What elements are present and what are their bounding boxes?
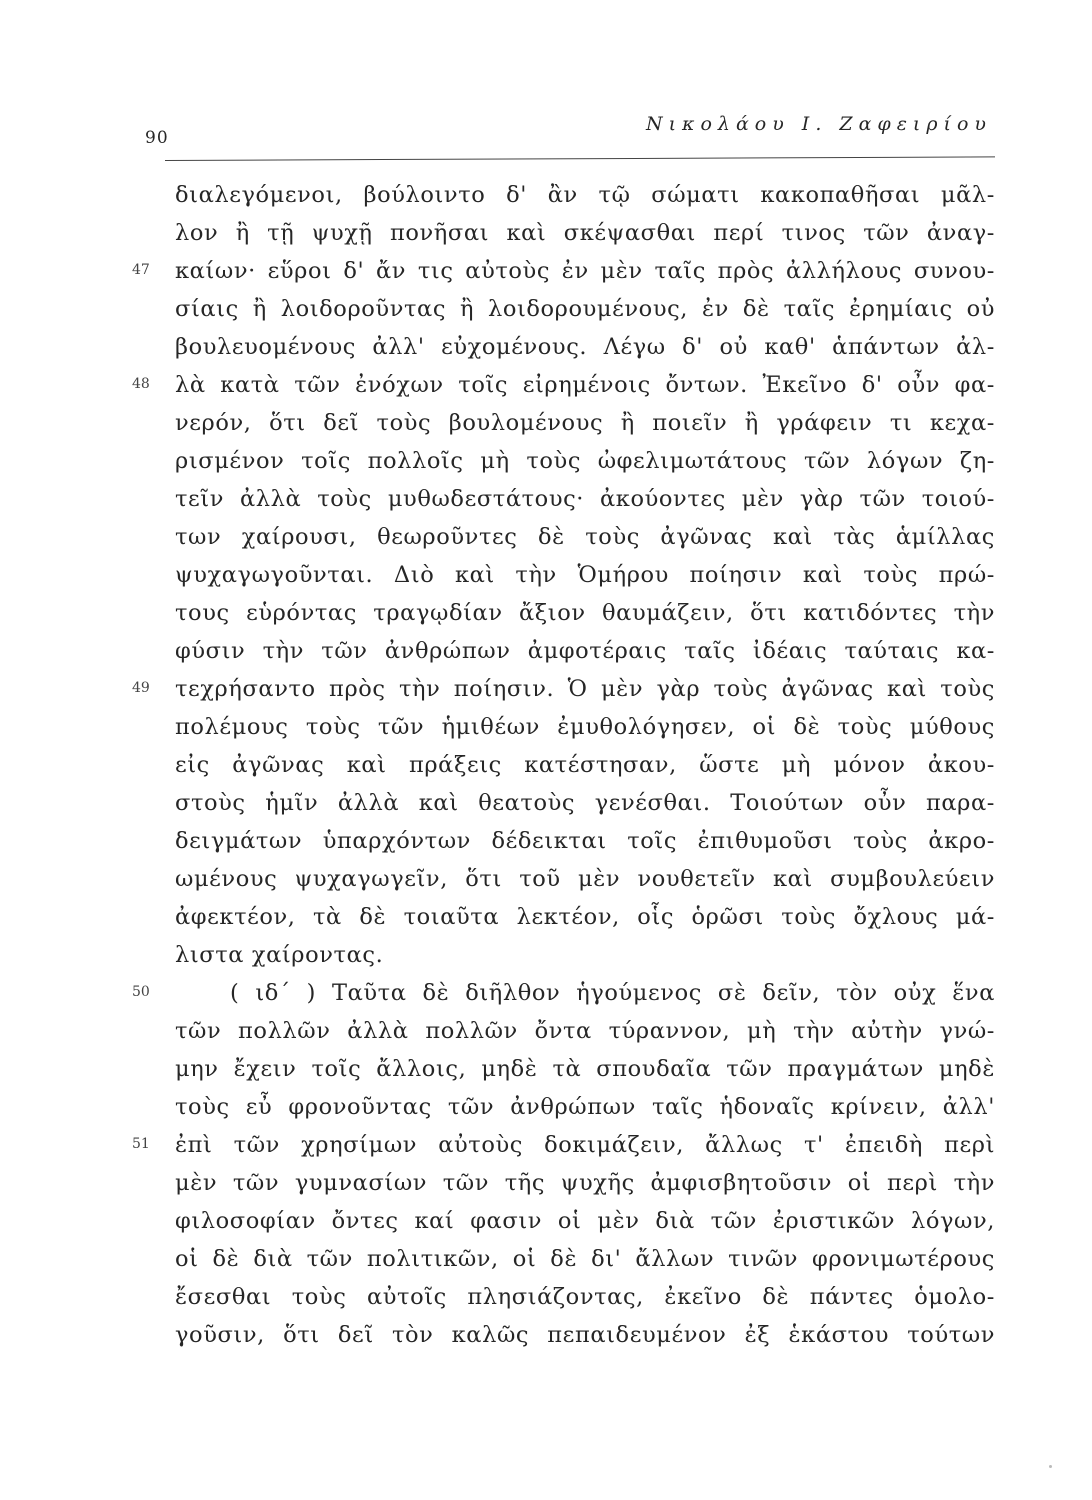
line-text: εἰς ἀγῶνας καὶ πράξεις κατέστησαν, ὥστε μὴ μόνον ἀκου-	[175, 752, 995, 778]
line-text: φύσιν τὴν τῶν ἀνθρώπων ἀμφοτέραις ταῖς ἰδέαις ταύταις κα-	[175, 638, 995, 664]
line-text: νερόν, ὅτι δεῖ τοὺς βουλομένους ἢ ποιεῖν ἢ γράφειν τι κεχα-	[175, 410, 995, 436]
text-line	[0, 404, 1092, 442]
text-line	[0, 518, 1092, 556]
line-text: διαλεγόμενοι, βούλοιντο δ' ἂν τῷ σώματι κακοπαθῆσαι μᾶλ-	[175, 182, 995, 208]
line-text: ρισμένον τοῖς πολλοῖς μὴ τοὺς ὠφελιμωτάτους τῶν λόγων ζη-	[175, 448, 995, 474]
text-line	[0, 1240, 1092, 1278]
text-line	[0, 1050, 1092, 1088]
text-line	[0, 822, 1092, 860]
text-line	[0, 1278, 1092, 1316]
line-text: λον ἢ τῇ ψυχῇ πονῆσαι καὶ σκέψασθαι περί τινος τῶν ἀναγ-	[175, 220, 995, 246]
line-text: ἐπὶ τῶν χρησίμων αὐτοὺς δοκιμάζειν, ἄλλως τ' ἐπειδὴ περὶ	[175, 1132, 995, 1158]
line-text: τῶν πολλῶν ἀλλὰ πολλῶν ὄντα τύραννον, μὴ τὴν αὐτὴν γνώ-	[175, 1018, 995, 1044]
text-line	[0, 1088, 1092, 1126]
text-line	[0, 898, 1092, 936]
line-text: των χαίρουσι, θεωροῦντες δὲ τοὺς ἀγῶνας καὶ τὰς ἁμίλλας	[175, 524, 995, 550]
line-text: ωμένους ψυχαγωγεῖν, ὅτι τοῦ μὲν νουθετεῖν καὶ συμβουλεύειν	[175, 866, 995, 892]
line-text: λὰ κατὰ τῶν ἐνόχων τοῖς εἰρημένοις ὄντων. Ἐκεῖνο δ' οὖν φα-	[175, 372, 995, 398]
line-text: πολέμους τοὺς τῶν ἡμιθέων ἐμυθολόγησεν, οἱ δὲ τοὺς μύθους	[175, 714, 995, 740]
text-line	[0, 176, 1092, 214]
text-line	[0, 1202, 1092, 1240]
line-text: φιλοσοφίαν ὄντες καί φασιν οἱ μὲν διὰ τῶν ἐριστικῶν λόγων,	[175, 1208, 995, 1234]
text-line	[0, 594, 1092, 632]
line-text: δειγμάτων ὑπαρχόντων δέδεικται τοῖς ἐπιθυμοῦσι τοὺς ἀκρο-	[175, 828, 995, 854]
text-line	[0, 1316, 1092, 1354]
line-text: καίων· εὕροι δ' ἄν τις αὐτοὺς ἐν μὲν ταῖς πρὸς ἀλλήλους συνου-	[175, 258, 995, 284]
line-text: γοῦσιν, ὅτι δεῖ τὸν καλῶς πεπαιδευμένον ἐξ ἑκάστου τούτων	[175, 1322, 995, 1348]
line-number: 48	[132, 376, 150, 392]
greek-text-body	[0, 176, 1092, 1354]
text-line	[0, 860, 1092, 898]
text-line	[0, 708, 1092, 746]
text-line	[0, 670, 1092, 708]
text-line	[0, 480, 1092, 518]
line-text: τεχρήσαντο πρὸς τὴν ποίησιν. Ὁ μὲν γὰρ τοὺς ἀγῶνας καὶ τοὺς	[175, 676, 995, 702]
text-line	[0, 974, 1092, 1012]
running-head: Νικολάου Ι. Ζαφειρίου	[645, 113, 992, 135]
line-text: οἱ δὲ διὰ τῶν πολιτικῶν, οἱ δὲ δι' ἄλλων τινῶν φρονιμωτέρους	[175, 1246, 995, 1272]
text-line	[0, 442, 1092, 480]
text-line	[0, 290, 1092, 328]
line-text: σίαις ἢ λοιδοροῦντας ἢ λοιδορουμένους, ἐν δὲ ταῖς ἐρημίαις οὐ	[175, 296, 995, 322]
line-number: 47	[132, 262, 150, 278]
text-line	[0, 366, 1092, 404]
line-text: τεῖν ἀλλὰ τοὺς μυθωδεστάτους· ἀκούοντες μὲν γὰρ τῶν τοιού-	[175, 486, 995, 512]
line-text: μην ἔχειν τοῖς ἄλλοις, μηδὲ τὰ σπουδαῖα τῶν πραγμάτων μηδὲ	[175, 1056, 995, 1082]
line-text: βουλευομένους ἀλλ' εὐχομένους. Λέγω δ' οὐ καθ' ἁπάντων ἀλ-	[175, 334, 995, 360]
text-line	[0, 252, 1092, 290]
scan-speck	[1049, 1465, 1052, 1468]
header-rule	[165, 156, 995, 161]
text-line	[0, 784, 1092, 822]
text-line	[0, 1012, 1092, 1050]
line-text: τοὺς εὖ φρονοῦντας τῶν ἀνθρώπων ταῖς ἡδοναῖς κρίνειν, ἀλλ'	[175, 1094, 995, 1120]
page-number: 90	[145, 128, 169, 148]
line-text: στοὺς ἡμῖν ἀλλὰ καὶ θεατοὺς γενέσθαι. Τοιούτων οὖν παρα-	[175, 790, 995, 816]
line-number: 49	[132, 680, 150, 696]
text-line	[0, 1126, 1092, 1164]
line-number: 51	[132, 1136, 150, 1152]
section-start-text: ( ιδ΄ ) Ταῦτα δὲ διῆλθον ἡγούμενος σὲ δεῖν, τὸν οὐχ ἕνα	[230, 980, 995, 1006]
line-text: λιστα χαίροντας.	[175, 942, 384, 968]
text-line	[0, 214, 1092, 252]
text-line	[0, 936, 1092, 974]
line-number: 50	[132, 984, 150, 1000]
text-line	[0, 632, 1092, 670]
text-line	[0, 1164, 1092, 1202]
line-text: μὲν τῶν γυμνασίων τῶν τῆς ψυχῆς ἀμφισβητοῦσιν οἱ περὶ τὴν	[175, 1170, 995, 1196]
line-text: ἔσεσθαι τοὺς αὐτοῖς πλησιάζοντας, ἐκεῖνο δὲ πάντες ὁμολο-	[175, 1284, 995, 1310]
text-line	[0, 556, 1092, 594]
line-text: ψυχαγωγοῦνται. Διὸ καὶ τὴν Ὁμήρου ποίησιν καὶ τοὺς πρώ-	[175, 562, 995, 588]
text-line	[0, 328, 1092, 366]
line-text: ἀφεκτέον, τὰ δὲ τοιαῦτα λεκτέον, οἷς ὁρῶσι τοὺς ὄχλους μά-	[175, 904, 995, 930]
line-text: τους εὑρόντας τραγῳδίαν ἄξιον θαυμάζειν, ὅτι κατιδόντες τὴν	[175, 600, 995, 626]
text-line	[0, 746, 1092, 784]
